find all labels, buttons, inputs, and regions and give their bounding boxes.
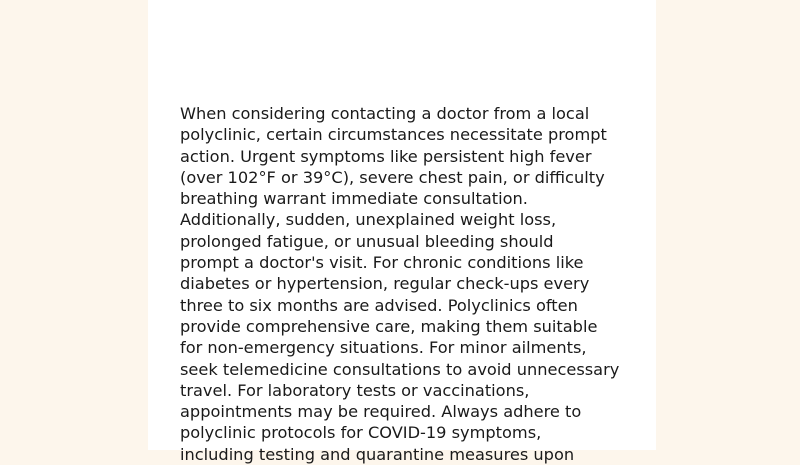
text-line: three to six months are advised. Polyclinics often [180, 295, 578, 315]
text-line: provide comprehensive care, making them suitable [180, 316, 598, 336]
text-line: When considering contacting a doctor from a local [180, 104, 590, 123]
text-line: prompt a doctor's visit. For chronic conditions like [180, 253, 584, 273]
document-page [148, 0, 656, 464]
text-line: diabetes or hypertension, regular check-ups every [180, 274, 590, 294]
text-line: travel. For laboratory tests or vaccinations, [180, 380, 530, 400]
text-line: prolonged fatigue, or unusual bleeding should [180, 231, 554, 251]
text-line: polyclinic protocols for COVID-19 symptoms, [180, 423, 542, 443]
text-line: including testing and quarantine measures upon [180, 444, 575, 464]
text-line: action. Urgent symptoms like persistent high fever [180, 146, 592, 166]
text-line: polyclinic, certain circumstances necessitate prompt [180, 125, 607, 145]
text-line: seek telemedicine consultations to avoid unnecessary [180, 359, 620, 379]
text-line: for non-emergency situations. For minor ailments, [180, 338, 587, 358]
text-line: appointments may be required. Always adhere to [180, 402, 582, 422]
text-line: breathing warrant immediate consultation. [180, 189, 528, 209]
text-line: (over 102°F or 39°C), severe chest pain, or difficulty [180, 167, 605, 187]
body-paragraph [180, 103, 630, 465]
text-line: Additionally, sudden, unexplained weight loss, [180, 210, 557, 230]
